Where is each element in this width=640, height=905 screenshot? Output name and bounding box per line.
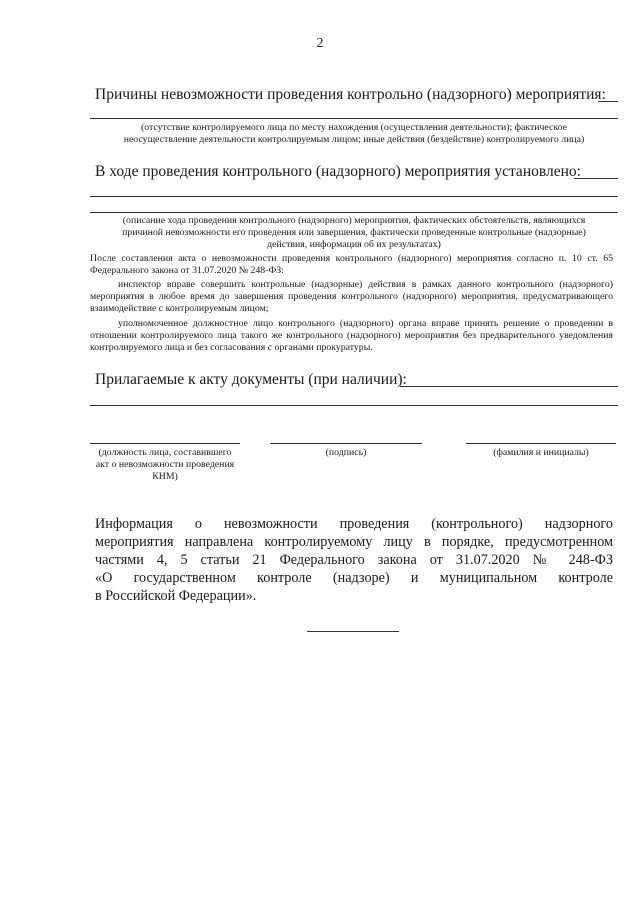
reasons-underline <box>90 118 618 119</box>
attachments-heading: Прилагаемые к акту документы (при наличии): <box>95 371 407 388</box>
findings-underline-2 <box>90 212 618 213</box>
reasons-note-line-1: (отсутствие контролируемого лица по месту нахождения (осуществления деятельности); фактическое <box>140 122 567 133</box>
info-line-3: частями 4, 5 статьи 21 Федерального закона от 31.07.2020 № 248-ФЗ <box>95 552 613 568</box>
reasons-note <box>90 122 618 146</box>
findings-heading: В ходе проведения контрольного (надзорного) мероприятия установлено: <box>95 163 581 180</box>
info-block <box>95 515 613 605</box>
info-line-4: «О государственном контроле (надзоре) и муниципальном контроле <box>95 570 613 586</box>
findings-note-line-3: действия, информация об их результатах) <box>267 239 441 250</box>
position-line <box>90 443 240 444</box>
findings-paragraph-3: уполномоченное должностное лицо контрольного (надзорного) органа вправе принять решение о проведении в отношении контролируемого лица такого же контрольного (надзорного) мероприятия без предварительного уведомления контролируемого лица и без согласования с органами прокуратуры. <box>90 318 613 353</box>
name-label: (фамилия и инициалы) <box>493 447 589 458</box>
signature-line <box>270 443 422 444</box>
attachments-underline <box>90 405 618 406</box>
findings-fill-line <box>574 178 618 179</box>
findings-note-line-2: причиной невозможности его проведения или завершения, фактически проведенные контрольные (надзорные) <box>122 227 586 238</box>
position-label: (должность лица, составившего акт о невозможности проведения КНМ) <box>95 447 235 482</box>
info-line-2: мероприятия направлена контролируемому лицу в порядке, предусмотренном <box>95 534 613 550</box>
findings-note-line-1: (описание хода проведения контрольного (надзорного) мероприятия, фактических обстоятельств, являющихся <box>122 215 586 226</box>
findings-paragraph-1: После составления акта о невозможности проведения контрольного (надзорного) мероприятия согласно п. 10 ст. 65 Федерального закона от 31.07.2020 № 248-ФЗ: <box>90 253 613 276</box>
info-line-5: в Российской Федерации». <box>95 588 257 604</box>
findings-underline-1 <box>90 196 618 197</box>
reasons-fill-line <box>598 101 618 102</box>
findings-note <box>90 215 618 251</box>
page-number: 2 <box>316 36 324 51</box>
name-line <box>466 443 616 444</box>
info-line-1: Информация о невозможности проведения (контрольного) надзорного <box>95 516 613 532</box>
reasons-heading: Причины невозможности проведения контрольно (надзорного) мероприятия: <box>95 86 606 103</box>
findings-paragraph-2: инспектор вправе совершить контрольные (надзорные) действия в рамках данного контрольного (надзорного) мероприятия в любое время до завершения проведения контрольного (надзорного) мероприятия, предусматривающего взаимодействие с контролируемым лицом; <box>90 279 613 314</box>
bottom-signature-line <box>307 631 399 632</box>
reasons-note-line-2: неосуществление деятельности контролируемым лицом; иные действия (бездействие) контролируемого лица) <box>123 134 585 145</box>
signature-label: (подпись) <box>325 447 367 458</box>
attachments-fill-line <box>400 386 618 387</box>
